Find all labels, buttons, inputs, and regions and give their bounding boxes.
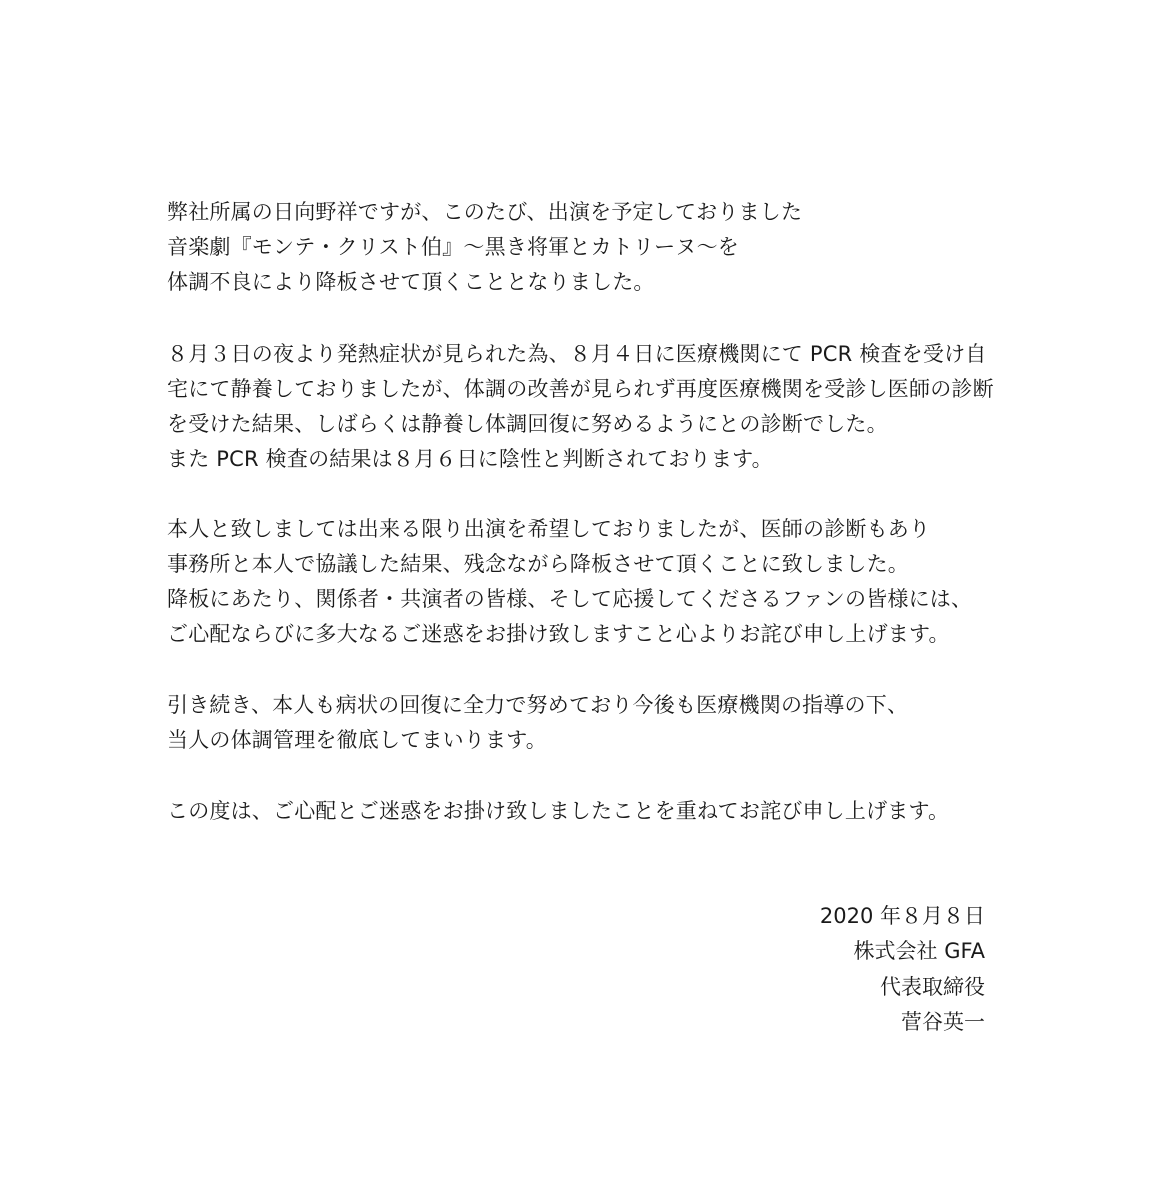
paragraph-3-line-2: 事務所と本人で協議した結果、残念ながら降板させて頂くことに致しました。 [167, 552, 909, 576]
paragraph-4-line-1: 引き続き、本人も病状の回復に全力で努めており今後も医療機関の指導の下、 [167, 693, 909, 717]
signature-title: 代表取締役 [880, 975, 985, 999]
signature-date: 2020 年８月８日 [819, 904, 985, 928]
signature-name: 菅谷英一 [901, 1010, 985, 1034]
paragraph-1-line-1: 弊社所属の日向野祥ですが、このたび、出演を予定しておりました [167, 200, 803, 224]
paragraph-2-line-4: また PCR 検査の結果は８月６日に陰性と判断されております。 [167, 447, 773, 471]
paragraph-4-line-2: 当人の体調管理を徹底してまいります。 [167, 728, 547, 752]
paragraph-2-line-1: ８月３日の夜より発熱症状が見られた為、８月４日に医療機関にて PCR 検査を受け自 [167, 342, 987, 366]
paragraph-3-line-3: 降板にあたり、関係者・共演者の皆様、そして応援してくださるファンの皆様には、 [167, 587, 973, 611]
paragraph-2-line-3: を受けた結果、しばらくは静養し体調回復に努めるようにとの診断でした。 [167, 412, 888, 436]
paragraph-1-line-3: 体調不良により降板させて頂くこととなりました。 [167, 270, 655, 294]
paragraph-3-line-4: ご心配ならびに多大なるご迷惑をお掛け致しますこと心よりお詫び申し上げます。 [167, 622, 950, 646]
signature-company: 株式会社 GFA [853, 939, 985, 963]
paragraph-3-line-1: 本人と致しましては出来る限り出演を希望しておりましたが、医師の診断もあり [167, 517, 931, 541]
paragraph-5-line-1: この度は、ご心配とご迷惑をお掛け致しましたことを重ねてお詫び申し上げます。 [167, 799, 950, 823]
paragraph-2-line-2: 宅にて静養しておりましたが、体調の改善が見られず再度医療機関を受診し医師の診断 [167, 377, 994, 401]
paragraph-1-line-2: 音楽劇『モンテ・クリスト伯』〜黒き将軍とカトリーヌ〜を [167, 235, 739, 259]
